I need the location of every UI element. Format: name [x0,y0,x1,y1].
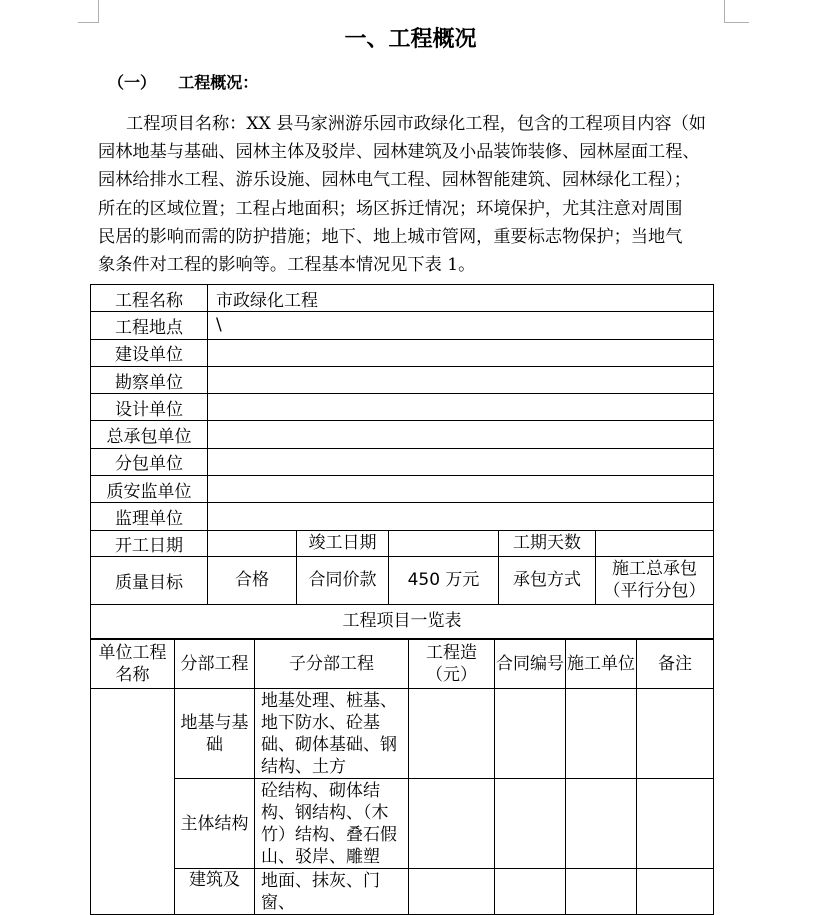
duration-label: 工期天数 [499,530,596,556]
table-row [91,421,714,448]
contract-no-cell [495,869,566,915]
project-location-value: \ [208,312,714,339]
finish-date-value [389,530,499,556]
info-label: 建设单位 [91,339,208,366]
intro-line: 象条件对工程的影响等。工程基本情况见下表 1。 [98,255,476,276]
subcontractor-value [208,448,714,475]
constructor-cell [566,779,637,869]
remarks-cell [637,779,714,869]
table-row [91,869,714,915]
table-row [91,312,714,339]
table-row [91,339,714,366]
contract-price-label: 合同价款 [297,556,389,604]
intro-line: 民居的影响而需的防护措施；地下、地上城市管网，重要标志物保护；当地气 [98,226,683,247]
info-label: 质安监单位 [91,476,208,503]
header-contract-no: 合同编号 [495,640,566,689]
cost-cell [409,869,495,915]
header-unit-name: 单位工程名称 [91,640,175,689]
design-unit-value [208,394,714,421]
table-row [91,689,714,779]
info-label: 总承包单位 [91,421,208,448]
contract-price-value: 450 万元 [389,556,499,604]
crop-mark-right [724,0,749,23]
unit-name-cell [91,689,175,915]
survey-unit-value [208,366,714,393]
contract-mode-label: 承包方式 [499,556,596,604]
header-subdivision: 子分部工程 [255,640,409,689]
finish-date-label: 竣工日期 [297,530,389,556]
info-label: 工程名称 [91,285,208,312]
project-info-table [90,284,714,639]
start-date-value [208,530,297,556]
quality-target-label: 质量目标 [91,556,208,604]
table-row [91,503,714,530]
start-date-label: 开工日期 [91,530,208,556]
header-constructor: 施工单位 [566,640,637,689]
cost-cell [409,689,495,779]
intro-paragraph [98,110,728,279]
table-row [91,476,714,503]
info-label: 分包单位 [91,448,208,475]
constructor-cell [566,869,637,915]
subdivision-cell: 地基处理、桩基、地下防水、砼基础、砌体基础、钢结构、土方 [255,689,409,779]
project-name-value: 市政绿化工程 [208,285,714,312]
subdivision-cell: 地面、抹灰、门窗、 [255,869,409,915]
table-row [91,285,714,312]
project-list-table [90,639,714,915]
division-cell: 主体结构 [175,779,255,869]
cost-cell [409,779,495,869]
table-row [91,556,714,604]
contract-mode-value: 施工总承包（平行分包） [596,556,714,604]
remarks-cell [637,869,714,915]
project-list-title: 工程项目一览表 [91,604,714,638]
crop-mark-left [78,0,99,23]
safety-supervision-value [208,476,714,503]
contract-no-cell [495,779,566,869]
intro-line: 所在的区域位置；工程占地面积；场区拆迁情况；环境保护，尤其注意对周围 [98,198,683,219]
section-title: 一、工程概况 [344,27,477,52]
info-label: 勘察单位 [91,366,208,393]
table-row [91,448,714,475]
quality-target-value: 合格 [208,556,297,604]
info-label: 工程地点 [91,312,208,339]
intro-line: 工程项目名称：XX 县马家洲游乐园市政绿化工程，包含的工程项目内容（如 [126,114,706,134]
table-row [91,779,714,869]
intro-line: 园林给排水工程、游乐设施、园林电气工程、园林智能建筑、园林绿化工程）； [98,170,691,191]
table-row [91,366,714,393]
remarks-cell [637,689,714,779]
subdivision-cell: 砼结构、砌体结构、钢结构、（木竹）结构、叠石假山、驳岸、雕塑 [255,779,409,869]
subsection-title: （一） 工程概况： [108,73,259,92]
info-label: 设计单位 [91,394,208,421]
header-division: 分部工程 [175,640,255,689]
contract-no-cell [495,689,566,779]
table-row [91,530,714,556]
table-row [91,604,714,638]
division-cell: 建筑及 [175,869,255,915]
division-cell: 地基与基础 [175,689,255,779]
duration-value [596,530,714,556]
table-header-row [91,640,714,689]
header-cost: 工程造（元） [409,640,495,689]
constructor-cell [566,689,637,779]
header-remarks: 备注 [637,640,714,689]
owner-unit-value [208,339,714,366]
intro-line: 园林地基与基础、园林主体及驳岸、园林建筑及小品装饰装修、园林屋面工程、 [98,142,700,163]
general-contractor-value [208,421,714,448]
supervisor-unit-value [208,503,714,530]
table-row [91,394,714,421]
info-label: 监理单位 [91,503,208,530]
